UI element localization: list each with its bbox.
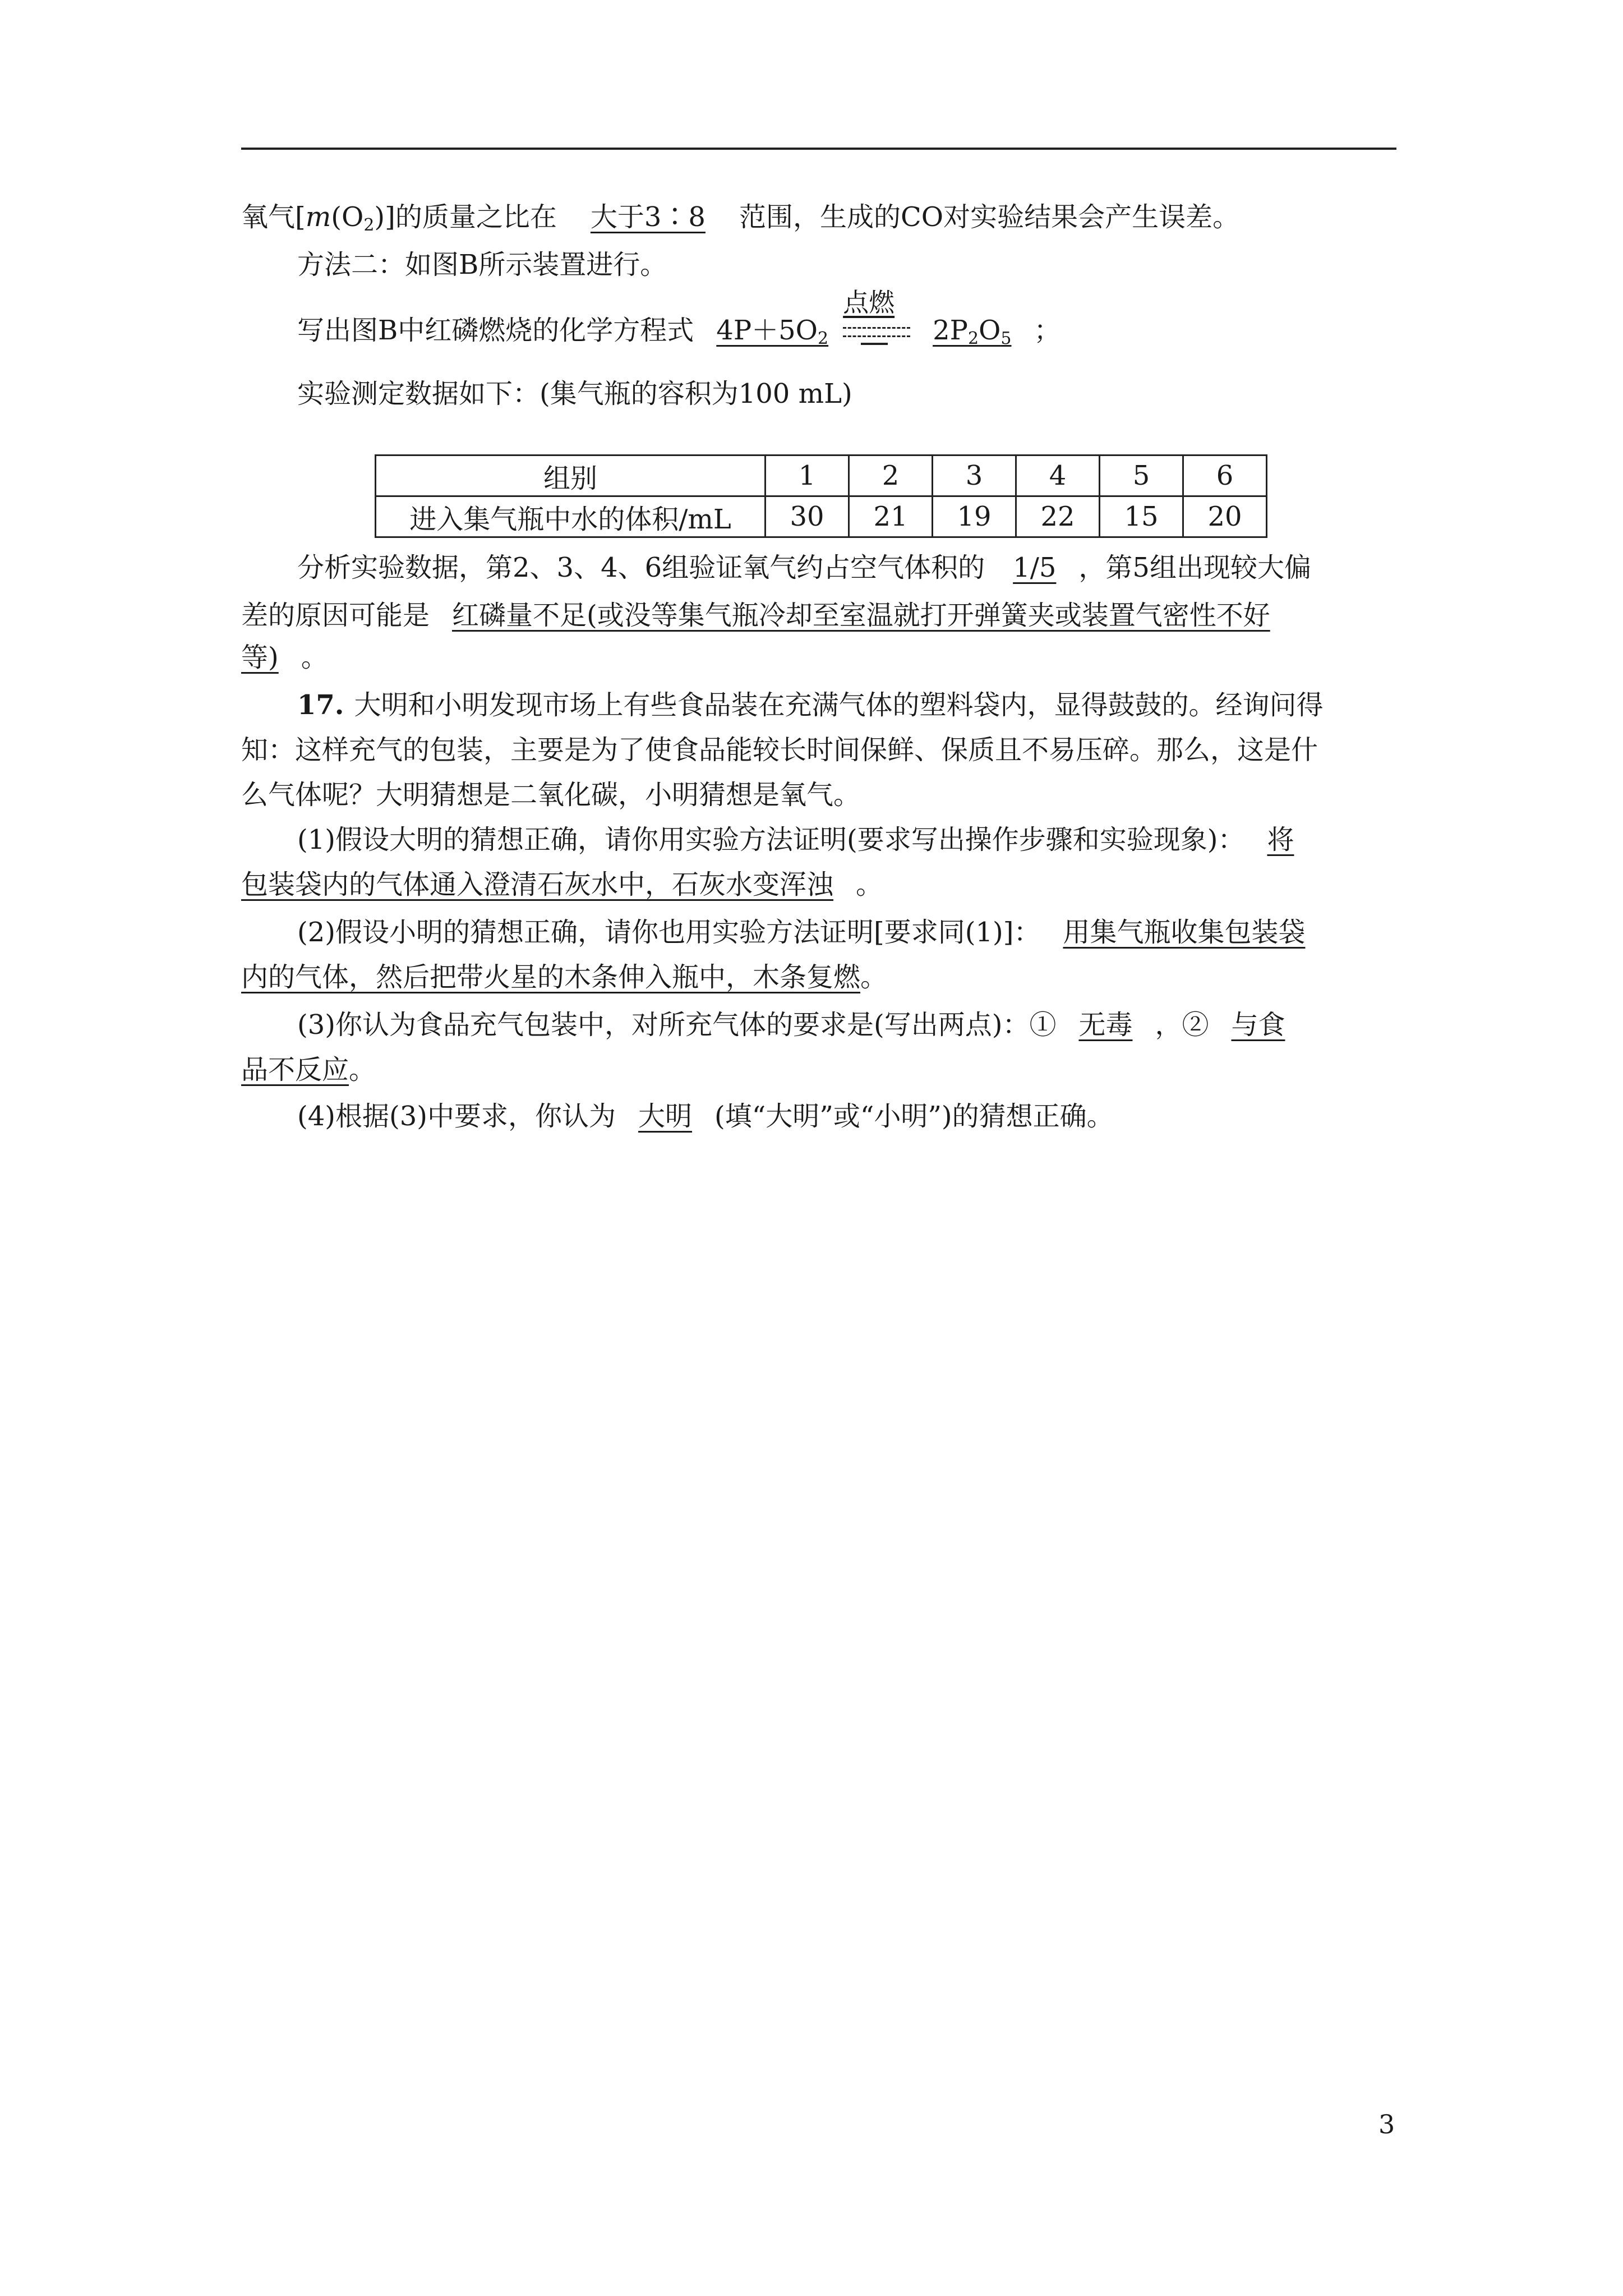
table-cell: 5 <box>1100 455 1183 496</box>
question-17-line-3 <box>241 777 1396 813</box>
text-segment: )]的质量之比在 <box>374 201 557 233</box>
table-row-label: 进入集气瓶中水的体积/mL <box>376 496 766 537</box>
text-segment: 。 <box>301 642 328 673</box>
table-cell: 2 <box>849 455 933 496</box>
reaction-condition: 点燃 <box>838 312 923 348</box>
part-1-line-2 <box>241 867 1396 903</box>
table-cell: 22 <box>1016 496 1100 537</box>
text-line-5 <box>241 550 1396 586</box>
subscript: 2 <box>363 215 375 235</box>
table-cell: 1 <box>766 455 849 496</box>
text-segment: (4)根据(3)中要求，你认为 <box>297 1101 616 1132</box>
experiment-data-table <box>375 454 1267 538</box>
text-segment: 么气体呢？大明猜想是二氧化碳，小明猜想是氧气。 <box>241 779 861 811</box>
text-segment: 。 <box>860 961 888 993</box>
part-1-line-1 <box>241 822 1396 858</box>
part-2-line-1 <box>241 914 1396 950</box>
text-segment: (2)假设小明的猜想正确，请你也用实验方法证明[要求同(1)]： <box>297 917 1041 948</box>
text-segment: (1)假设大明的猜想正确，请你用实验方法证明(要求写出操作步骤和实验现象)： <box>297 824 1245 855</box>
answer-blank: 等) <box>241 642 279 673</box>
equation-answer-right: $2P_2O_5$ <box>933 315 1012 348</box>
text-line-6 <box>241 597 1396 633</box>
text-line-1 <box>241 199 1396 243</box>
text-segment: ，第5组出现较大偏 <box>1078 552 1311 583</box>
table-cell: 19 <box>933 496 1016 537</box>
equation-line <box>241 287 1396 357</box>
table-cell: 30 <box>766 496 849 537</box>
text-segment: 方法二：如图B所示装置进行。 <box>297 249 667 280</box>
text-line-4 <box>241 376 1396 412</box>
answer-blank: 无毒 <box>1078 1009 1133 1041</box>
text-segment: (O <box>331 201 364 233</box>
answer-blank: 大明 <box>638 1101 693 1132</box>
table-cell: 15 <box>1100 496 1183 537</box>
table-cell: 3 <box>933 455 1016 496</box>
question-number: 17. <box>297 689 344 721</box>
text-segment: (3)你认为食品充气包装中，对所充气体的要求是(写出两点)：① <box>297 1009 1057 1041</box>
answer-blank: 内的气体，然后把带火星的木条伸入瓶中，木条复燃 <box>241 961 861 993</box>
text-segment: 知：这样充气的包装，主要是为了使食品能较长时间保鲜、保质且不易压碎。那么，这是什 <box>241 734 1318 766</box>
question-17-line-2 <box>241 732 1396 768</box>
table-row <box>376 496 1267 537</box>
header-rule <box>241 148 1396 150</box>
part-4-line <box>241 1098 1396 1134</box>
answer-blank: 品不反应 <box>241 1054 349 1085</box>
text-segment: 写出图B中红磷燃烧的化学方程式 <box>297 315 694 346</box>
part-2-line-2 <box>241 959 1396 995</box>
text-segment: (填“大明”或“小明”)的猜想正确。 <box>714 1101 1114 1132</box>
answer-blank: 包装袋内的气体通入澄清石灰水中，石灰水变浑浊 <box>241 869 834 900</box>
table-cell: 4 <box>1016 455 1100 496</box>
question-17-line-1 <box>241 687 1396 723</box>
text-segment: 分析实验数据，第2、3、4、6组验证氧气约占空气体积的 <box>297 552 985 583</box>
table-header-cell: 组别 <box>376 455 766 496</box>
text-segment: 大明和小明发现市场上有些食品装在充满气体的塑料袋内，显得鼓鼓的。经询问得 <box>354 689 1324 721</box>
part-3-line-1 <box>241 1007 1396 1043</box>
text-segment: ，② <box>1155 1009 1209 1041</box>
answer-blank: 用集气瓶收集包装袋 <box>1063 917 1306 948</box>
answer-blank: 大于3∶8 <box>590 201 706 233</box>
text-segment: m <box>305 201 331 233</box>
part-3-line-2 <box>241 1052 1396 1088</box>
table-cell: 21 <box>849 496 933 537</box>
text-line-7 <box>241 639 1396 675</box>
answer-blank: 1/5 <box>1013 552 1057 583</box>
text-segment: ； <box>1034 315 1061 346</box>
answer-blank: 红磷量不足(或没等集气瓶冷却至室温就打开弹簧夹或装置气密性不好 <box>452 600 1270 631</box>
table-cell: 20 <box>1183 496 1267 537</box>
equation-answer-left: $4P+5O_2$ <box>716 315 829 348</box>
page-number: 3 <box>1378 2109 1395 2139</box>
text-segment: 范围，生成的CO对实验结果会产生误差。 <box>739 201 1240 233</box>
text-segment: 。 <box>349 1054 376 1085</box>
text-segment: 氧气[ <box>241 201 306 233</box>
text-segment: 差的原因可能是 <box>241 600 430 631</box>
table-cell: 6 <box>1183 455 1267 496</box>
answer-blank: 将 <box>1267 824 1294 855</box>
text-line-2 <box>241 247 1396 283</box>
answer-blank: 与食 <box>1231 1009 1285 1041</box>
text-segment: 实验测定数据如下：(集气瓶的容积为100 mL) <box>297 378 852 409</box>
table-row <box>376 455 1267 496</box>
text-segment: 。 <box>856 869 883 900</box>
